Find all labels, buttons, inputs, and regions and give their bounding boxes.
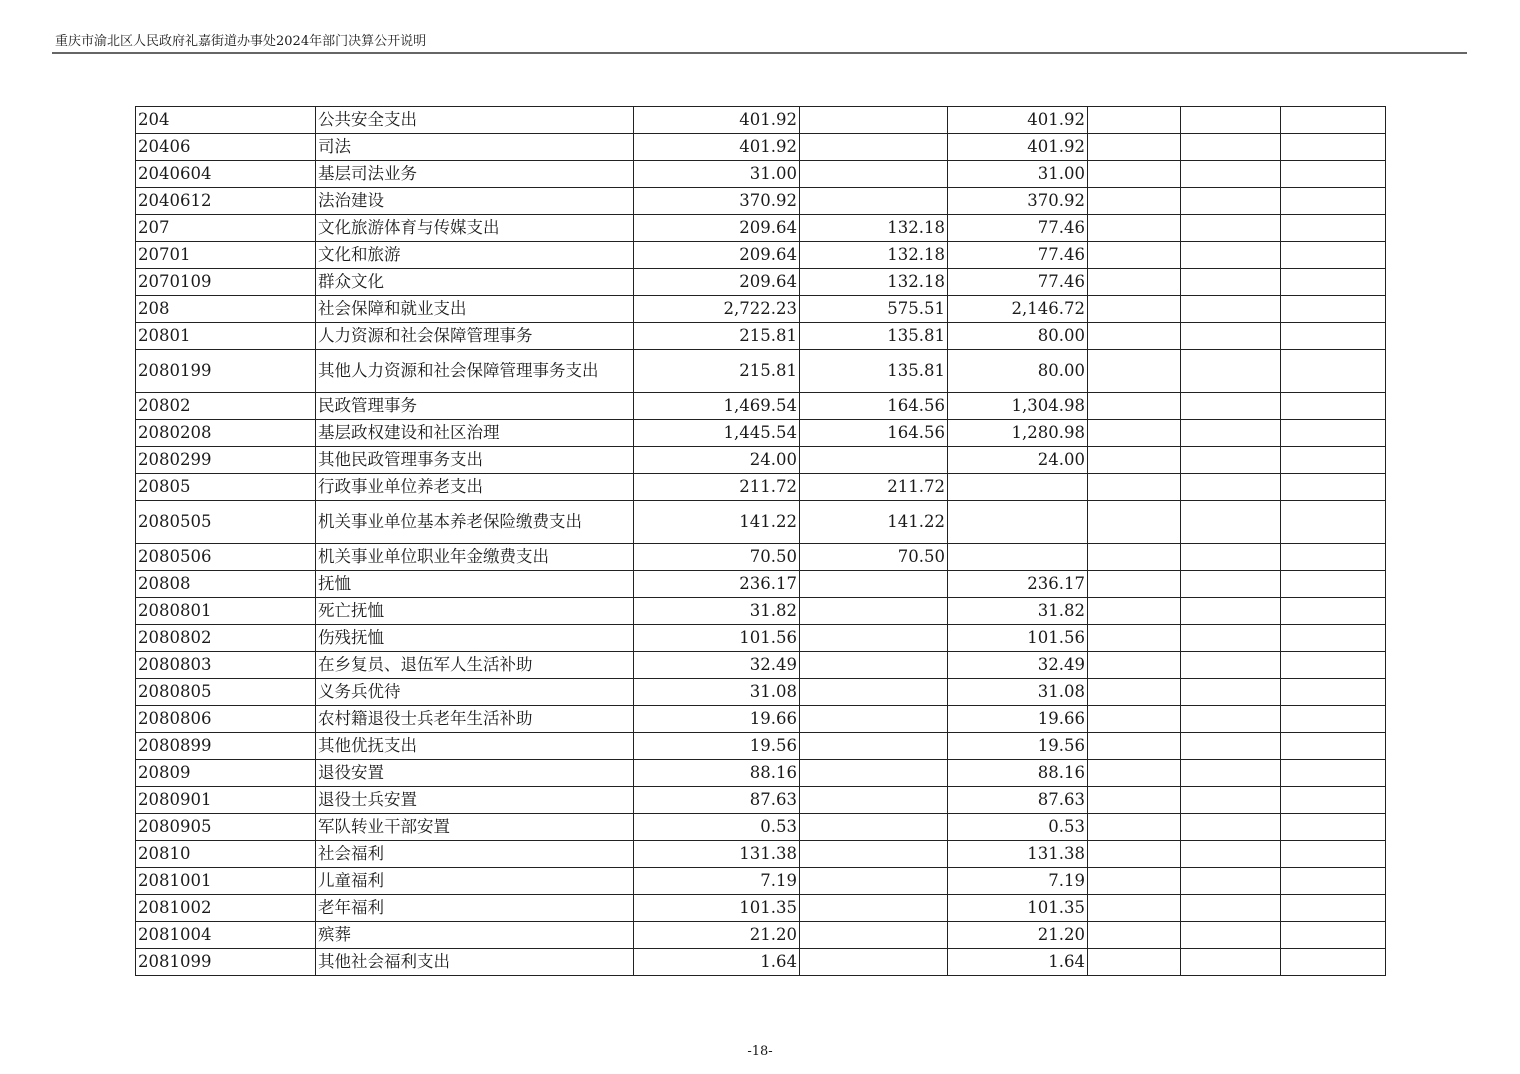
cell-blank-col-7: [1181, 474, 1281, 501]
cell-project-expenditure: 77.46: [948, 269, 1088, 296]
cell-subject-name: 公共安全支出: [316, 107, 634, 134]
page-header-title: 重庆市渝北区人民政府礼嘉街道办事处2024年部门决算公开说明: [55, 34, 427, 49]
cell-blank-col-6: [1088, 679, 1181, 706]
cell-total: 21.20: [634, 922, 800, 949]
cell-blank-col-8: [1281, 323, 1386, 350]
cell-basic-expenditure: [800, 447, 948, 474]
cell-subject-code: 2080506: [136, 544, 316, 571]
cell-subject-code: 20701: [136, 242, 316, 269]
cell-blank-col-6: [1088, 814, 1181, 841]
cell-basic-expenditure: [800, 652, 948, 679]
cell-blank-col-8: [1281, 242, 1386, 269]
cell-total: 1.64: [634, 949, 800, 976]
cell-blank-col-7: [1181, 215, 1281, 242]
cell-subject-name: 农村籍退役士兵老年生活补助: [316, 706, 634, 733]
table-row: [136, 420, 1386, 447]
cell-subject-name: 机关事业单位基本养老保险缴费支出: [316, 501, 634, 544]
cell-project-expenditure: [948, 501, 1088, 544]
cell-blank-col-6: [1088, 922, 1181, 949]
cell-blank-col-7: [1181, 161, 1281, 188]
cell-project-expenditure: 401.92: [948, 134, 1088, 161]
cell-project-expenditure: 31.82: [948, 598, 1088, 625]
cell-subject-name: 社会福利: [316, 841, 634, 868]
cell-basic-expenditure: [800, 760, 948, 787]
cell-blank-col-7: [1181, 501, 1281, 544]
cell-blank-col-6: [1088, 895, 1181, 922]
table-row: [136, 949, 1386, 976]
cell-basic-expenditure: [800, 134, 948, 161]
table-row: [136, 474, 1386, 501]
cell-total: 31.00: [634, 161, 800, 188]
cell-blank-col-7: [1181, 188, 1281, 215]
cell-blank-col-7: [1181, 393, 1281, 420]
cell-blank-col-6: [1088, 269, 1181, 296]
cell-project-expenditure: 2,146.72: [948, 296, 1088, 323]
table-row: [136, 134, 1386, 161]
cell-subject-name: 在乡复员、退伍军人生活补助: [316, 652, 634, 679]
table-row: [136, 652, 1386, 679]
cell-blank-col-7: [1181, 323, 1281, 350]
cell-blank-col-8: [1281, 922, 1386, 949]
table-row: [136, 447, 1386, 474]
cell-total: 32.49: [634, 652, 800, 679]
cell-basic-expenditure: 141.22: [800, 501, 948, 544]
cell-subject-code: 2081004: [136, 922, 316, 949]
cell-blank-col-7: [1181, 242, 1281, 269]
cell-subject-code: 2080803: [136, 652, 316, 679]
cell-blank-col-8: [1281, 733, 1386, 760]
table-row: [136, 188, 1386, 215]
cell-project-expenditure: [948, 544, 1088, 571]
cell-total: 31.08: [634, 679, 800, 706]
cell-subject-code: 20801: [136, 323, 316, 350]
cell-basic-expenditure: [800, 625, 948, 652]
cell-blank-col-8: [1281, 814, 1386, 841]
cell-total: 401.92: [634, 107, 800, 134]
cell-project-expenditure: 19.66: [948, 706, 1088, 733]
cell-total: 88.16: [634, 760, 800, 787]
cell-blank-col-7: [1181, 652, 1281, 679]
cell-project-expenditure: 31.08: [948, 679, 1088, 706]
cell-blank-col-6: [1088, 571, 1181, 598]
cell-subject-code: 2040604: [136, 161, 316, 188]
cell-blank-col-6: [1088, 215, 1181, 242]
table-row: [136, 501, 1386, 544]
cell-subject-name: 退役安置: [316, 760, 634, 787]
cell-project-expenditure: 88.16: [948, 760, 1088, 787]
cell-blank-col-8: [1281, 841, 1386, 868]
cell-basic-expenditure: [800, 895, 948, 922]
cell-blank-col-6: [1088, 706, 1181, 733]
cell-blank-col-6: [1088, 868, 1181, 895]
cell-subject-code: 2080806: [136, 706, 316, 733]
table-row: [136, 350, 1386, 393]
cell-total: 215.81: [634, 350, 800, 393]
cell-basic-expenditure: [800, 949, 948, 976]
cell-blank-col-8: [1281, 625, 1386, 652]
table-row: [136, 161, 1386, 188]
cell-subject-name: 其他社会福利支出: [316, 949, 634, 976]
cell-blank-col-6: [1088, 447, 1181, 474]
cell-subject-name: 民政管理事务: [316, 393, 634, 420]
cell-subject-name: 群众文化: [316, 269, 634, 296]
cell-subject-code: 2081002: [136, 895, 316, 922]
cell-blank-col-8: [1281, 107, 1386, 134]
cell-basic-expenditure: 164.56: [800, 393, 948, 420]
cell-total: 24.00: [634, 447, 800, 474]
cell-subject-code: 2070109: [136, 269, 316, 296]
cell-subject-name: 基层政权建设和社区治理: [316, 420, 634, 447]
cell-basic-expenditure: [800, 922, 948, 949]
cell-basic-expenditure: [800, 188, 948, 215]
cell-blank-col-7: [1181, 107, 1281, 134]
cell-subject-code: 20808: [136, 571, 316, 598]
cell-subject-code: 207: [136, 215, 316, 242]
cell-blank-col-8: [1281, 447, 1386, 474]
cell-basic-expenditure: [800, 679, 948, 706]
cell-subject-code: 2080208: [136, 420, 316, 447]
cell-blank-col-6: [1088, 598, 1181, 625]
cell-subject-name: 基层司法业务: [316, 161, 634, 188]
cell-total: 19.66: [634, 706, 800, 733]
cell-subject-name: 司法: [316, 134, 634, 161]
cell-subject-code: 2081001: [136, 868, 316, 895]
cell-blank-col-7: [1181, 269, 1281, 296]
cell-blank-col-8: [1281, 188, 1386, 215]
cell-subject-name: 其他人力资源和社会保障管理事务支出: [316, 350, 634, 393]
cell-subject-code: 20805: [136, 474, 316, 501]
cell-blank-col-8: [1281, 571, 1386, 598]
cell-blank-col-8: [1281, 501, 1386, 544]
cell-subject-code: 204: [136, 107, 316, 134]
cell-basic-expenditure: 132.18: [800, 215, 948, 242]
cell-blank-col-7: [1181, 598, 1281, 625]
cell-blank-col-6: [1088, 420, 1181, 447]
cell-subject-name: 殡葬: [316, 922, 634, 949]
table-body: [136, 107, 1386, 976]
cell-subject-code: 2080905: [136, 814, 316, 841]
table-row: [136, 679, 1386, 706]
cell-subject-code: 2080801: [136, 598, 316, 625]
cell-subject-name: 行政事业单位养老支出: [316, 474, 634, 501]
cell-project-expenditure: 370.92: [948, 188, 1088, 215]
table-row: [136, 787, 1386, 814]
table-row: [136, 733, 1386, 760]
cell-basic-expenditure: [800, 841, 948, 868]
cell-basic-expenditure: 132.18: [800, 269, 948, 296]
cell-blank-col-7: [1181, 922, 1281, 949]
cell-blank-col-6: [1088, 296, 1181, 323]
cell-blank-col-7: [1181, 420, 1281, 447]
cell-subject-code: 2080505: [136, 501, 316, 544]
cell-total: 401.92: [634, 134, 800, 161]
cell-project-expenditure: 77.46: [948, 215, 1088, 242]
cell-blank-col-8: [1281, 679, 1386, 706]
cell-subject-code: 20802: [136, 393, 316, 420]
cell-subject-code: 2040612: [136, 188, 316, 215]
table-row: [136, 571, 1386, 598]
cell-total: 19.56: [634, 733, 800, 760]
table-row: [136, 323, 1386, 350]
table-row: [136, 706, 1386, 733]
table-row: [136, 868, 1386, 895]
cell-subject-name: 儿童福利: [316, 868, 634, 895]
table-row: [136, 296, 1386, 323]
cell-total: 70.50: [634, 544, 800, 571]
cell-total: 2,722.23: [634, 296, 800, 323]
cell-blank-col-7: [1181, 760, 1281, 787]
cell-basic-expenditure: 211.72: [800, 474, 948, 501]
cell-project-expenditure: 80.00: [948, 323, 1088, 350]
cell-basic-expenditure: 70.50: [800, 544, 948, 571]
cell-blank-col-7: [1181, 949, 1281, 976]
cell-subject-code: 20809: [136, 760, 316, 787]
cell-total: 1,469.54: [634, 393, 800, 420]
cell-project-expenditure: 24.00: [948, 447, 1088, 474]
cell-blank-col-7: [1181, 895, 1281, 922]
cell-blank-col-7: [1181, 706, 1281, 733]
cell-blank-col-6: [1088, 188, 1181, 215]
page-number: -18-: [747, 1044, 773, 1059]
cell-blank-col-6: [1088, 625, 1181, 652]
cell-blank-col-8: [1281, 393, 1386, 420]
table-row: [136, 544, 1386, 571]
cell-blank-col-8: [1281, 544, 1386, 571]
cell-project-expenditure: 1,304.98: [948, 393, 1088, 420]
cell-total: 0.53: [634, 814, 800, 841]
cell-blank-col-6: [1088, 787, 1181, 814]
cell-basic-expenditure: 164.56: [800, 420, 948, 447]
cell-total: 215.81: [634, 323, 800, 350]
cell-blank-col-8: [1281, 787, 1386, 814]
cell-project-expenditure: 0.53: [948, 814, 1088, 841]
cell-project-expenditure: 236.17: [948, 571, 1088, 598]
cell-blank-col-7: [1181, 787, 1281, 814]
cell-subject-code: 20406: [136, 134, 316, 161]
cell-project-expenditure: 131.38: [948, 841, 1088, 868]
cell-subject-name: 社会保障和就业支出: [316, 296, 634, 323]
cell-blank-col-8: [1281, 868, 1386, 895]
cell-blank-col-8: [1281, 420, 1386, 447]
cell-blank-col-6: [1088, 134, 1181, 161]
cell-total: 370.92: [634, 188, 800, 215]
table-row: [136, 841, 1386, 868]
cell-total: 7.19: [634, 868, 800, 895]
cell-basic-expenditure: 575.51: [800, 296, 948, 323]
cell-subject-code: 208: [136, 296, 316, 323]
cell-subject-name: 其他民政管理事务支出: [316, 447, 634, 474]
cell-blank-col-6: [1088, 841, 1181, 868]
cell-subject-code: 2080199: [136, 350, 316, 393]
cell-subject-code: 2080802: [136, 625, 316, 652]
cell-total: 1,445.54: [634, 420, 800, 447]
cell-blank-col-6: [1088, 652, 1181, 679]
cell-basic-expenditure: [800, 107, 948, 134]
cell-blank-col-7: [1181, 868, 1281, 895]
cell-total: 209.64: [634, 269, 800, 296]
cell-subject-code: 2080899: [136, 733, 316, 760]
table-row: [136, 107, 1386, 134]
cell-total: 31.82: [634, 598, 800, 625]
table-row: [136, 895, 1386, 922]
cell-blank-col-8: [1281, 949, 1386, 976]
cell-blank-col-7: [1181, 134, 1281, 161]
cell-blank-col-6: [1088, 474, 1181, 501]
cell-total: 131.38: [634, 841, 800, 868]
cell-subject-name: 机关事业单位职业年金缴费支出: [316, 544, 634, 571]
cell-subject-code: 2081099: [136, 949, 316, 976]
cell-blank-col-6: [1088, 544, 1181, 571]
cell-blank-col-8: [1281, 161, 1386, 188]
cell-total: 101.35: [634, 895, 800, 922]
cell-blank-col-7: [1181, 447, 1281, 474]
cell-blank-col-8: [1281, 134, 1386, 161]
cell-project-expenditure: 19.56: [948, 733, 1088, 760]
cell-subject-name: 死亡抚恤: [316, 598, 634, 625]
cell-subject-name: 文化旅游体育与传媒支出: [316, 215, 634, 242]
cell-project-expenditure: [948, 474, 1088, 501]
cell-blank-col-7: [1181, 733, 1281, 760]
cell-total: 209.64: [634, 215, 800, 242]
cell-blank-col-8: [1281, 706, 1386, 733]
table-row: [136, 393, 1386, 420]
cell-basic-expenditure: 132.18: [800, 242, 948, 269]
cell-blank-col-6: [1088, 760, 1181, 787]
table-row: [136, 814, 1386, 841]
table-row: [136, 625, 1386, 652]
cell-blank-col-8: [1281, 598, 1386, 625]
cell-project-expenditure: 101.35: [948, 895, 1088, 922]
cell-subject-name: 退役士兵安置: [316, 787, 634, 814]
cell-total: 101.56: [634, 625, 800, 652]
cell-basic-expenditure: [800, 571, 948, 598]
cell-blank-col-7: [1181, 544, 1281, 571]
table-row: [136, 242, 1386, 269]
cell-project-expenditure: 1,280.98: [948, 420, 1088, 447]
cell-blank-col-6: [1088, 949, 1181, 976]
cell-blank-col-7: [1181, 814, 1281, 841]
cell-subject-name: 伤残抚恤: [316, 625, 634, 652]
cell-subject-name: 义务兵优待: [316, 679, 634, 706]
cell-blank-col-8: [1281, 760, 1386, 787]
cell-subject-name: 老年福利: [316, 895, 634, 922]
cell-project-expenditure: 7.19: [948, 868, 1088, 895]
cell-blank-col-8: [1281, 296, 1386, 323]
cell-blank-col-6: [1088, 323, 1181, 350]
cell-blank-col-6: [1088, 393, 1181, 420]
cell-subject-code: 2080299: [136, 447, 316, 474]
cell-basic-expenditure: [800, 161, 948, 188]
expenditure-table: [135, 106, 1386, 976]
cell-subject-code: 20810: [136, 841, 316, 868]
cell-project-expenditure: 32.49: [948, 652, 1088, 679]
cell-blank-col-7: [1181, 350, 1281, 393]
cell-basic-expenditure: [800, 733, 948, 760]
cell-project-expenditure: 1.64: [948, 949, 1088, 976]
cell-blank-col-8: [1281, 895, 1386, 922]
cell-subject-name: 抚恤: [316, 571, 634, 598]
cell-subject-name: 法治建设: [316, 188, 634, 215]
cell-blank-col-8: [1281, 215, 1386, 242]
cell-project-expenditure: 101.56: [948, 625, 1088, 652]
cell-basic-expenditure: [800, 787, 948, 814]
cell-blank-col-8: [1281, 474, 1386, 501]
header-divider: [52, 52, 1467, 54]
cell-project-expenditure: 21.20: [948, 922, 1088, 949]
cell-basic-expenditure: [800, 814, 948, 841]
cell-subject-name: 人力资源和社会保障管理事务: [316, 323, 634, 350]
table-row: [136, 922, 1386, 949]
table-row: [136, 760, 1386, 787]
cell-blank-col-8: [1281, 269, 1386, 296]
cell-subject-name: 军队转业干部安置: [316, 814, 634, 841]
cell-blank-col-7: [1181, 841, 1281, 868]
table-row: [136, 215, 1386, 242]
cell-blank-col-6: [1088, 242, 1181, 269]
cell-blank-col-6: [1088, 501, 1181, 544]
cell-basic-expenditure: [800, 868, 948, 895]
cell-blank-col-6: [1088, 733, 1181, 760]
cell-subject-name: 其他优抚支出: [316, 733, 634, 760]
cell-project-expenditure: 31.00: [948, 161, 1088, 188]
cell-basic-expenditure: [800, 706, 948, 733]
cell-total: 209.64: [634, 242, 800, 269]
cell-basic-expenditure: 135.81: [800, 323, 948, 350]
cell-blank-col-6: [1088, 350, 1181, 393]
cell-subject-code: 2080805: [136, 679, 316, 706]
cell-project-expenditure: 77.46: [948, 242, 1088, 269]
cell-blank-col-7: [1181, 571, 1281, 598]
cell-blank-col-6: [1088, 161, 1181, 188]
cell-total: 141.22: [634, 501, 800, 544]
cell-project-expenditure: 87.63: [948, 787, 1088, 814]
cell-blank-col-7: [1181, 625, 1281, 652]
cell-subject-name: 文化和旅游: [316, 242, 634, 269]
cell-total: 236.17: [634, 571, 800, 598]
cell-project-expenditure: 401.92: [948, 107, 1088, 134]
cell-blank-col-7: [1181, 679, 1281, 706]
cell-subject-code: 2080901: [136, 787, 316, 814]
table-row: [136, 269, 1386, 296]
cell-blank-col-7: [1181, 296, 1281, 323]
cell-blank-col-6: [1088, 107, 1181, 134]
cell-total: 87.63: [634, 787, 800, 814]
cell-project-expenditure: 80.00: [948, 350, 1088, 393]
cell-total: 211.72: [634, 474, 800, 501]
cell-basic-expenditure: 135.81: [800, 350, 948, 393]
cell-basic-expenditure: [800, 598, 948, 625]
cell-blank-col-8: [1281, 652, 1386, 679]
table-row: [136, 598, 1386, 625]
cell-blank-col-8: [1281, 350, 1386, 393]
